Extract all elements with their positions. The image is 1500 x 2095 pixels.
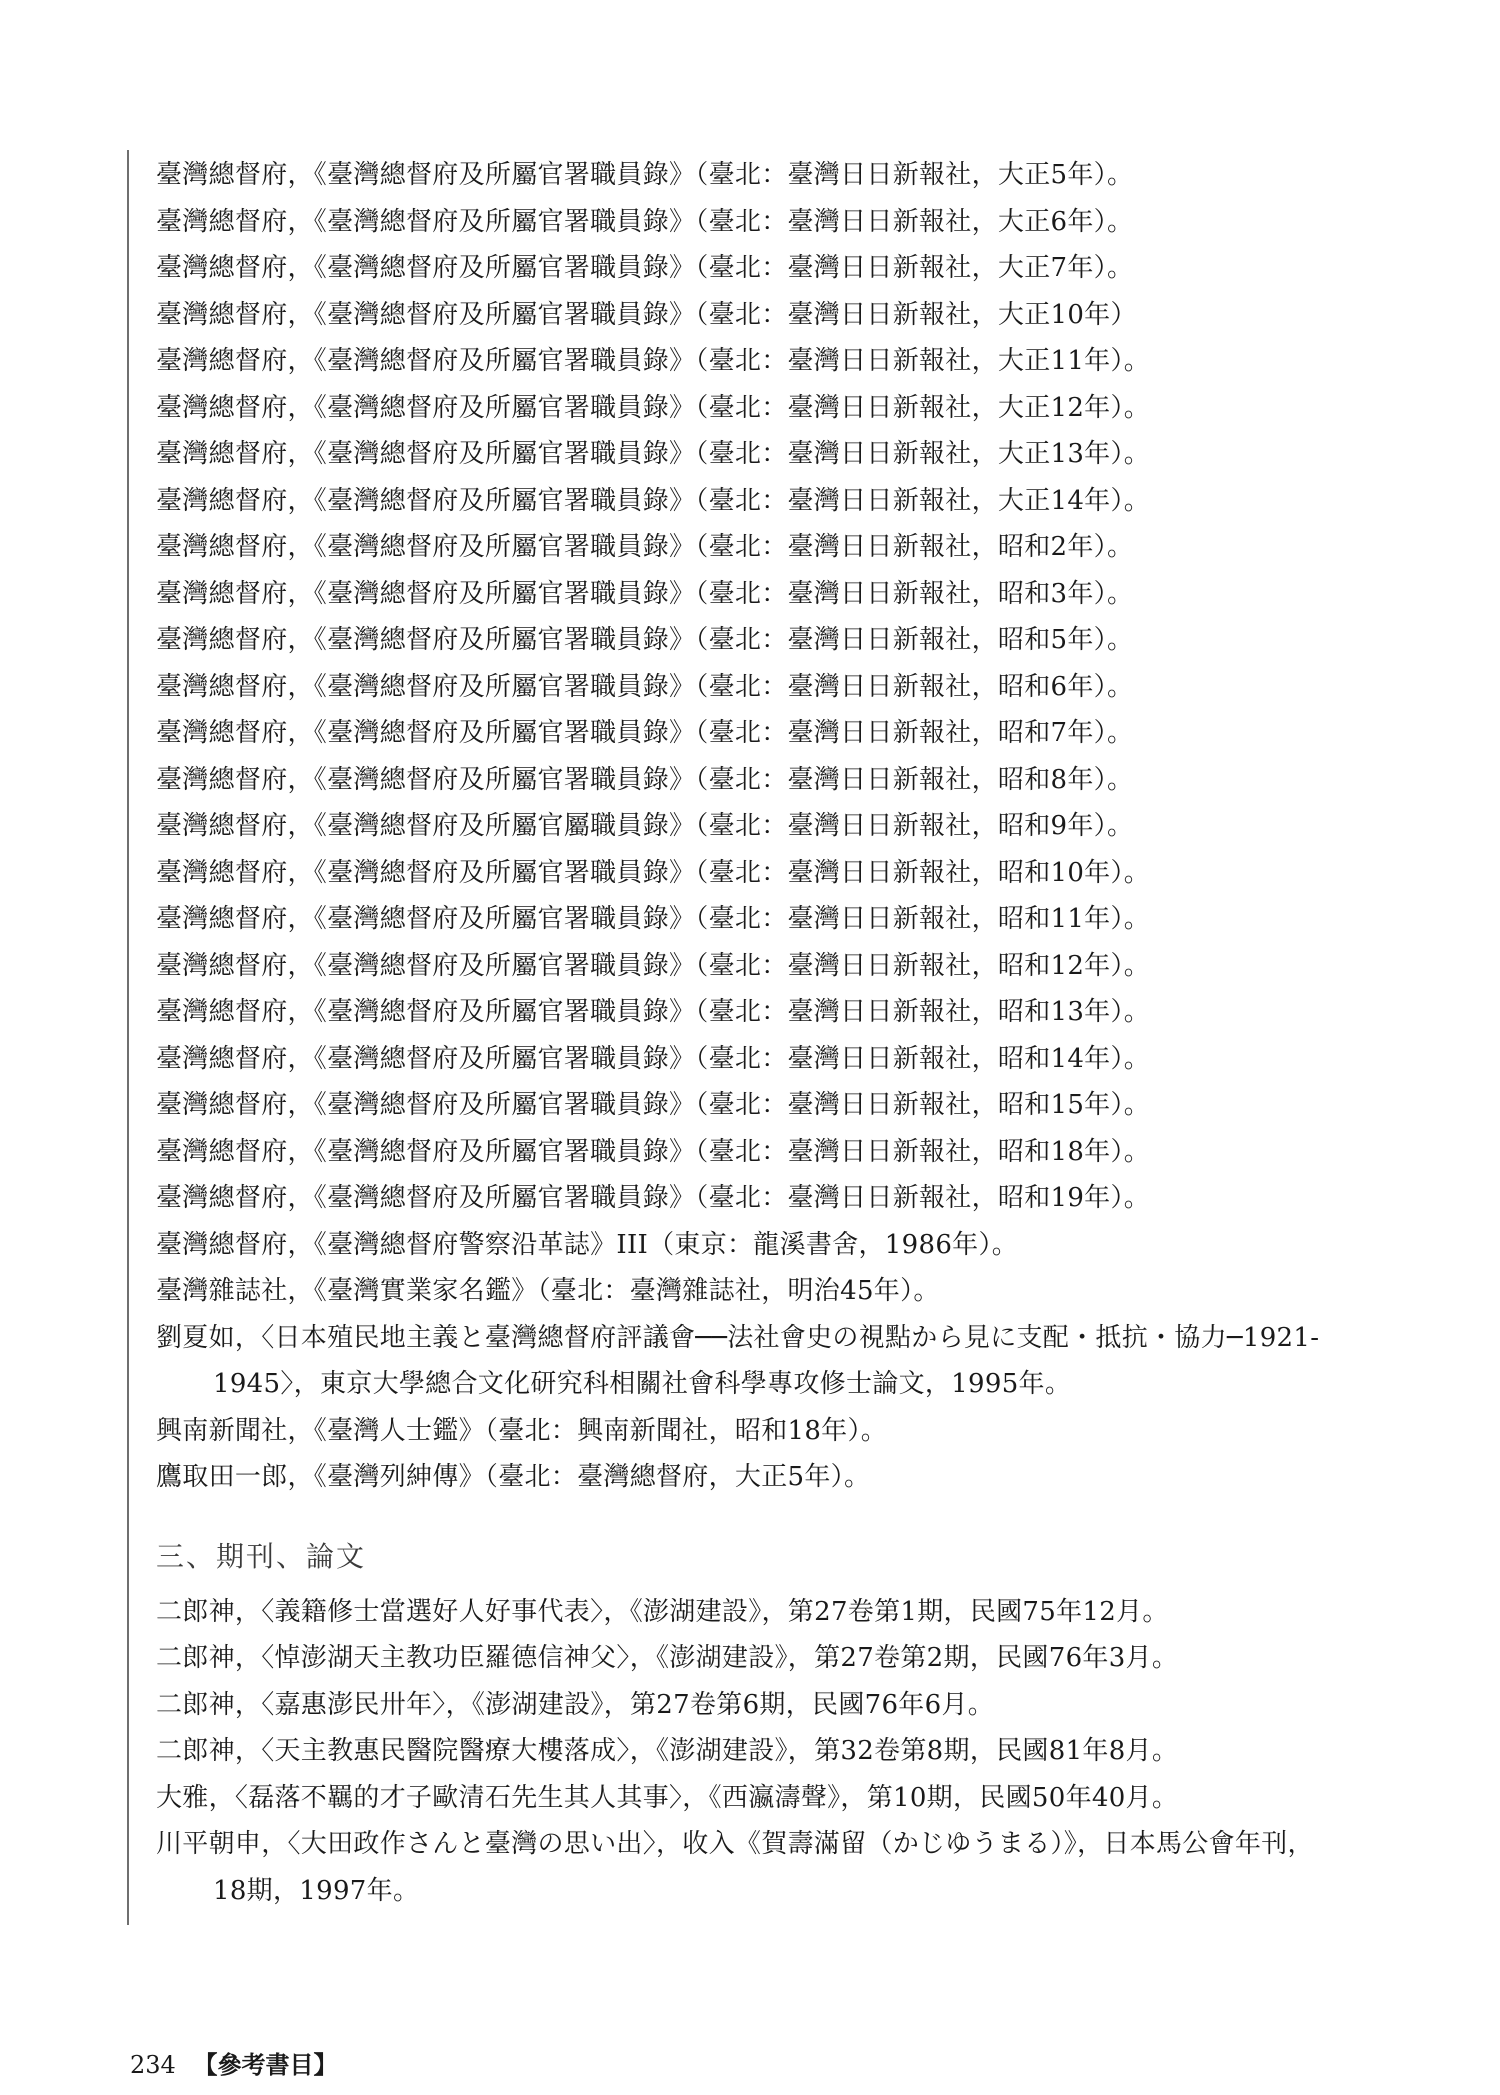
bibliography-content bbox=[156, 152, 1346, 1914]
bibliography-entry: 臺灣總督府，《臺灣總督府及所屬官署職員錄》（臺北：臺灣日日新報社，大正7年）。 bbox=[156, 253, 1134, 283]
bibliography-entry: 臺灣總督府，《臺灣總督府及所屬官署職員錄》（臺北：臺灣日日新報社，大正13年）。 bbox=[156, 439, 1151, 469]
bibliography-entry: 臺灣總督府，《臺灣總督府及所屬官署職員錄》（臺北：臺灣日日新報社，大正14年）。 bbox=[156, 485, 1151, 516]
journal-entry: 二郎神，〈悼澎湖天主教功臣羅德信神父〉，《澎湖建設》，第27卷第2期，民國76年3月。 bbox=[156, 1643, 1179, 1673]
page-footer bbox=[130, 2050, 337, 2080]
bibliography-entry: 臺灣總督府，《臺灣總督府及所屬官署職員錄》（臺北：臺灣日日新報社，昭和18年）。 bbox=[156, 1136, 1151, 1167]
bibliography-entry: 臺灣總督府，《臺灣總督府及所屬官署職員錄》（臺北：臺灣日日新報社，昭和15年）。 bbox=[156, 1090, 1151, 1120]
bibliography-entry: 臺灣總督府，《臺灣總督府及所屬官署職員錄》（臺北：臺灣日日新報社，昭和14年）。 bbox=[156, 1043, 1151, 1074]
bibliography-entry: 臺灣總督府，《臺灣總督府及所屬官署職員錄》（臺北：臺灣日日新報社，大正5年）。 bbox=[156, 160, 1134, 190]
bibliography-entry: 臺灣總督府，《臺灣總督府及所屬官署職員錄》（臺北：臺灣日日新報社，昭和7年）。 bbox=[156, 718, 1134, 748]
bibliography-entry: 臺灣總督府，《臺灣總督府及所屬官署職員錄》（臺北：臺灣日日新報社，昭和8年）。 bbox=[156, 764, 1134, 795]
bibliography-entry: 臺灣總督府，《臺灣總督府及所屬官署職員錄》（臺北：臺灣日日新報社，大正6年）。 bbox=[156, 206, 1134, 237]
entries-group-1 bbox=[156, 152, 1346, 1501]
entries-group-journals bbox=[156, 1589, 1346, 1915]
bibliography-entry: 臺灣總督府，《臺灣總督府及所屬官署職員錄》（臺北：臺灣日日新報社，昭和2年）。 bbox=[156, 532, 1134, 562]
section-heading: 三、期刊、論文 bbox=[156, 1539, 367, 1573]
margin-rule bbox=[127, 150, 129, 1925]
bibliography-entry: 臺灣總督府，《臺灣總督府及所屬官署職員錄》（臺北：臺灣日日新報社，昭和3年）。 bbox=[156, 578, 1134, 609]
bibliography-entry: 臺灣總督府，《臺灣總督府及所屬官署職員錄》（臺北：臺灣日日新報社，昭和6年）。 bbox=[156, 671, 1134, 702]
bibliography-entry: 鷹取田一郎，《臺灣列紳傳》（臺北：臺灣總督府，大正5年）。 bbox=[156, 1462, 871, 1492]
bibliography-entry: 臺灣總督府，《臺灣總督府警察沿革誌》III（東京：龍溪書舍，1986年）。 bbox=[156, 1229, 1019, 1260]
journal-entry: 二郎神，〈義籍修士當選好人好事代表〉，《澎湖建設》，第27卷第1期，民國75年12月。 bbox=[156, 1596, 1169, 1627]
bibliography-entry: 臺灣總督府，《臺灣總督府及所屬官署職員錄》（臺北：臺灣日日新報社，昭和10年）。 bbox=[156, 857, 1151, 888]
bibliography-entry: 臺灣總督府，《臺灣總督府及所屬官署職員錄》（臺北：臺灣日日新報社，昭和5年）。 bbox=[156, 625, 1134, 655]
page-number: 234 bbox=[130, 2051, 176, 2079]
bibliography-entry: 臺灣總督府，《臺灣總督府及所屬官署職員錄》（臺北：臺灣日日新報社，昭和11年）。 bbox=[156, 904, 1151, 934]
bibliography-entry: 臺灣總督府，《臺灣總督府及所屬官署職員錄》（臺北：臺灣日日新報社，大正10年） bbox=[156, 299, 1137, 330]
journal-entry-multiline: 川平朝申，〈大田政作さんと臺灣の思い出〉，收入《賀壽滿留（かじゆうまる）》，日本馬公會年刊，18期，1997年。 bbox=[156, 1829, 1314, 1906]
bibliography-entry: 臺灣雜誌社，《臺灣實業家名鑑》（臺北：臺灣雜誌社，明治45年）。 bbox=[156, 1276, 940, 1306]
bibliography-entry: 臺灣總督府，《臺灣總督府及所屬官署職員錄》（臺北：臺灣日日新報社，昭和12年）。 bbox=[156, 950, 1151, 981]
bibliography-entry: 臺灣總督府，《臺灣總督府及所屬官署職員錄》（臺北：臺灣日日新報社，昭和19年）。 bbox=[156, 1183, 1151, 1213]
journal-entry: 二郎神，〈嘉惠澎民卅年〉，《澎湖建設》，第27卷第6期，民國76年6月。 bbox=[156, 1689, 995, 1720]
footer-section-label: 【參考書目】 bbox=[193, 2050, 338, 2079]
bibliography-entry-multiline: 劉夏如，〈日本殖民地主義と臺灣總督府評議會──法社會史の視點から見に支配・抵抗・協力─1921-1945〉，東京大學總合文化研究科相關社會科學專攻修士論文，1995年。 bbox=[156, 1322, 1320, 1399]
bibliography-entry: 臺灣總督府，《臺灣總督府及所屬官署職員錄》（臺北：臺灣日日新報社，大正12年）。 bbox=[156, 392, 1151, 423]
journal-entry: 二郎神，〈天主教惠民醫院醫療大樓落成〉，《澎湖建設》，第32卷第8期，民國81年8月。 bbox=[156, 1736, 1179, 1766]
bibliography-entry: 興南新聞社，《臺灣人士鑑》（臺北：興南新聞社，昭和18年）。 bbox=[156, 1415, 888, 1446]
bibliography-entry: 臺灣總督府，《臺灣總督府及所屬官署職員錄》（臺北：臺灣日日新報社，大正11年）。 bbox=[156, 346, 1151, 376]
bibliography-entry: 臺灣總督府，《臺灣總督府及所屬官屬職員錄》（臺北：臺灣日日新報社，昭和9年）。 bbox=[156, 811, 1134, 841]
bibliography-entry: 臺灣總督府，《臺灣總督府及所屬官署職員錄》（臺北：臺灣日日新報社，昭和13年）。 bbox=[156, 997, 1151, 1027]
journal-entry: 大雅，〈磊落不羈的才子歐清石先生其人其事〉，《西瀛濤聲》，第10期，民國50年40月。 bbox=[156, 1782, 1179, 1813]
